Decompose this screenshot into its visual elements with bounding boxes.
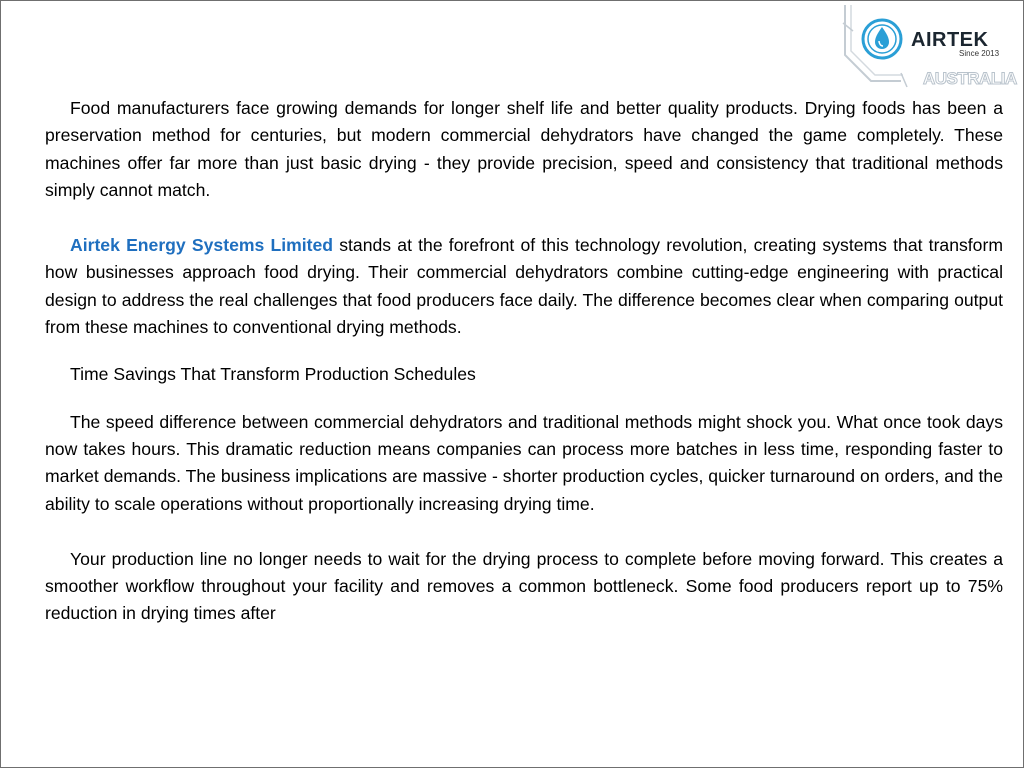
company-logo <box>841 3 1024 95</box>
paragraph-intro: Food manufacturers face growing demands for longer shelf life and better quality products. Drying foods has been a preservation method for centuries, but modern commercial dehydrators have changed the game completely. These machines offer far more than just basic drying - they provide precision, speed and consistency that traditional methods simply cannot match. <box>45 98 1003 200</box>
paragraph-company <box>45 232 1003 341</box>
paragraph-workflow: Your production line no longer needs to wait for the drying process to complete before moving forward. This creates a smoother workflow throughout your facility and removes a common bottleneck. Some food producers report up to 75% reduction in drying times after <box>45 548 1003 624</box>
logo-wordmark: AIRTEK <box>911 29 989 51</box>
logo-since-text: Since 2013 <box>959 49 1000 58</box>
paragraph-company-text: stands at the forefront of this technology revolution, creating systems that transform how businesses approach food drying. Their commercial dehydrators combine cutting-edge engineering with practical design to address the real challenges that food producers face daily. The difference becomes clear when comparing output from these machines to conventional drying methods. <box>45 235 1003 338</box>
paragraph-spacer <box>45 341 1003 361</box>
section-heading: Time Savings That Transform Production Schedules <box>70 364 476 385</box>
paragraph-spacer <box>45 204 1003 232</box>
paragraph-spacer <box>45 518 1003 546</box>
paragraph-spacer <box>45 389 1003 409</box>
logo-country-text: AUSTRALIA <box>923 69 1017 88</box>
company-link[interactable]: Airtek Energy Systems Limited <box>70 235 334 256</box>
paragraph-speed: The speed difference between commercial dehydrators and traditional methods might shock you. What once took days now takes hours. This dramatic reduction means companies can process more batches in less time, responding faster to market demands. The business implications are massive - shorter production cycles, quicker turnaround on orders, and the ability to scale operations without proportionally increasing drying time. <box>45 411 1003 514</box>
article-body <box>45 95 1003 628</box>
